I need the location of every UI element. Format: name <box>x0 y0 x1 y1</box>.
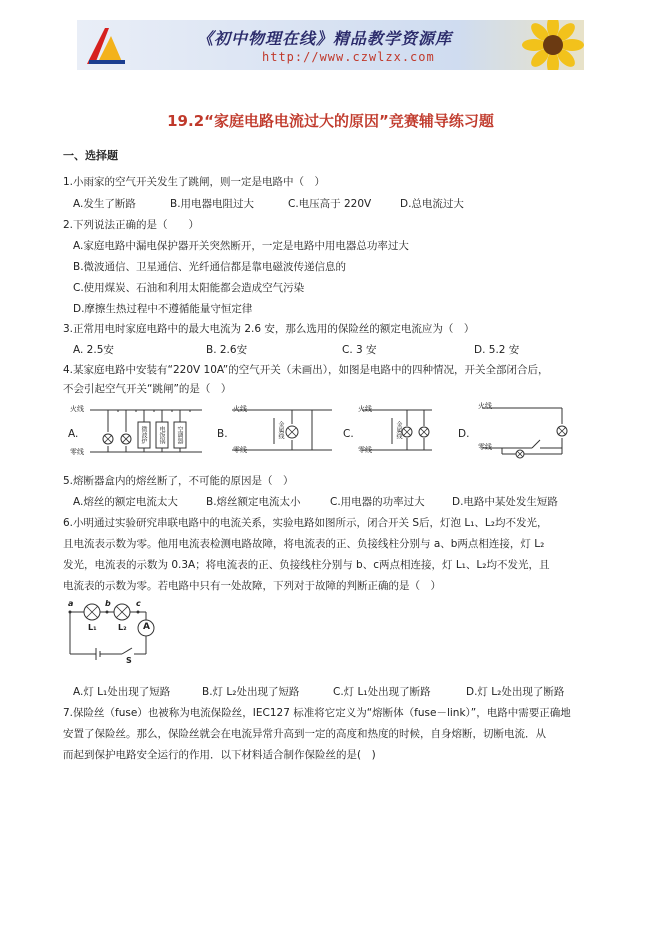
question-3-stem: 3.正常用电时家庭电路中的最大电流为 2.6 安，那么选用的保险丝的额定电流应为（ ） <box>63 323 475 335</box>
question-7-line3: 而起到保护电路安全运行的作用．以下材料适合制作保险丝的是( ) <box>63 749 376 761</box>
q2-option-b[interactable]: B.微波通信、卫星通信、光纤通信都是靠电磁波传递信息的 <box>73 261 347 273</box>
q3-option-b[interactable]: B. 2.6安 <box>206 344 248 356</box>
q3-option-d[interactable]: D. 5.2 安 <box>474 344 520 356</box>
q3-option-c[interactable]: C. 3 安 <box>342 344 377 356</box>
q6-lamp-l1-label: L₁ <box>88 623 97 632</box>
sunflower-icon <box>518 20 584 70</box>
q6-point-a: a <box>68 599 74 608</box>
q1-option-a[interactable]: A.发生了断路 <box>73 198 136 210</box>
q6-lamp-l2-label: L₂ <box>118 623 127 632</box>
q4-option-d[interactable]: D. <box>458 428 470 440</box>
q4-appliance-label: 微波炉 <box>140 426 147 444</box>
q4-appliance-label: 电饭锅 <box>158 426 165 444</box>
q6-option-a[interactable]: A.灯 L₁处出现了短路 <box>73 686 171 698</box>
q6-point-c: c <box>136 599 141 608</box>
question-5-stem: 5.熔断器盒内的熔丝断了，不可能的原因是（ ） <box>63 475 294 487</box>
q4-live-label-a: 火线 <box>70 405 84 413</box>
q5-option-c[interactable]: C.用电器的功率过大 <box>330 496 425 508</box>
question-6-line4: 电流表的示数为零。若电路中只有一处故障，下列对于故障的判断正确的是（ ） <box>63 580 441 592</box>
q1-option-d[interactable]: D.总电流过大 <box>400 198 464 210</box>
q6-point-b: b <box>105 599 111 608</box>
q1-option-c[interactable]: C.电压高于 220V <box>288 198 372 210</box>
q4-wire-label-c: 金属线 <box>395 421 402 439</box>
q1-option-b[interactable]: B.用电器电阻过大 <box>170 198 255 210</box>
banner-title: 《初中物理在线》精品教学资源库 <box>197 29 453 48</box>
q4-option-c[interactable]: C. <box>343 428 354 440</box>
header-banner <box>77 20 584 70</box>
question-1-stem: 1.小雨家的空气开关发生了跳闸，则一定是电路中（ ） <box>63 176 326 188</box>
q2-option-a[interactable]: A.家庭电路中漏电保护器开关突然断开，一定是电路中用电器总功率过大 <box>73 240 409 252</box>
q4-live-label-b: 火线 <box>233 405 247 413</box>
q5-option-b[interactable]: B.熔丝额定电流太小 <box>206 496 301 508</box>
question-7-line1: 7.保险丝（fuse）也被称为电流保险丝，IEC127 标准将它定义为“熔断体（fuse－link）”，电路中需要正确地 <box>63 707 571 719</box>
q4-wire-label-b: 金属线 <box>277 421 284 439</box>
q4-live-label-d: 火线 <box>478 402 492 410</box>
document-title: 19.2“家庭电路电流过大的原因”竞赛辅导练习题 <box>167 112 494 130</box>
question-4-stem-line1: 4.某家庭电路中安装有“220V 10A”的空气开关（未画出），如图是电路中的四种情况，开关全部闭合后， <box>63 364 549 376</box>
q5-option-a[interactable]: A.熔丝的额定电流太大 <box>73 496 178 508</box>
q2-option-d[interactable]: D.摩擦生热过程中不遵循能量守恒定律 <box>73 303 253 315</box>
q4-neutral-label-a: 零线 <box>70 448 84 456</box>
q4-neutral-label-b: 零线 <box>233 446 247 454</box>
banner-url[interactable]: http://www.czwlzx.com <box>262 50 435 64</box>
question-2-stem: 2.下列说法正确的是（ ） <box>63 219 200 231</box>
logo-icon <box>83 24 129 66</box>
q3-option-a[interactable]: A. 2.5安 <box>73 344 114 356</box>
section-heading: 一、选择题 <box>63 149 118 162</box>
q4-neutral-label-d: 零线 <box>478 443 492 451</box>
q6-ammeter-label: A <box>143 622 150 632</box>
q6-series-circuit <box>62 598 172 664</box>
q6-option-c[interactable]: C.灯 L₁处出现了断路 <box>333 686 431 698</box>
question-6-line1: 6.小明通过实验研究串联电路中的电流关系，实验电路如图所示，闭合开关 S后，灯泡 L₁、L₂均不发光， <box>63 517 548 529</box>
q4-option-b[interactable]: B. <box>217 428 228 440</box>
q4-live-label-c: 火线 <box>358 405 372 413</box>
q5-option-d[interactable]: D.电路中某处发生短路 <box>452 496 558 508</box>
q2-option-c[interactable]: C.使用煤炭、石油和利用太阳能都会造成空气污染 <box>73 282 305 294</box>
q4-option-a[interactable]: A. <box>68 428 79 440</box>
question-6-line2: 且电流表示数为零。他用电流表检测电路故障，将电流表的正、负接线柱分别与 a、b两点相连接，灯 L₂ <box>63 538 545 550</box>
q6-switch-label: S <box>126 656 132 665</box>
q4-neutral-label-c: 零线 <box>358 446 372 454</box>
q4-appliance-label: 空调器 <box>176 426 183 444</box>
question-6-line3: 发光，电流表的示数为 0.3A；将电流表的正、负接线柱分别与 b、c两点相连接，灯 L₁、L₂均不发光，且 <box>63 559 550 571</box>
question-7-line2: 安置了保险丝。那么，保险丝就会在电流异常升高到一定的高度和热度的时候，自身熔断，切断电流．从 <box>63 728 546 740</box>
question-4-stem-line2: 不会引起空气开关“跳闸”的是（ ） <box>63 383 232 395</box>
q6-option-b[interactable]: B.灯 L₂处出现了短路 <box>202 686 300 698</box>
q6-option-d[interactable]: D.灯 L₂处出现了断路 <box>466 686 565 698</box>
